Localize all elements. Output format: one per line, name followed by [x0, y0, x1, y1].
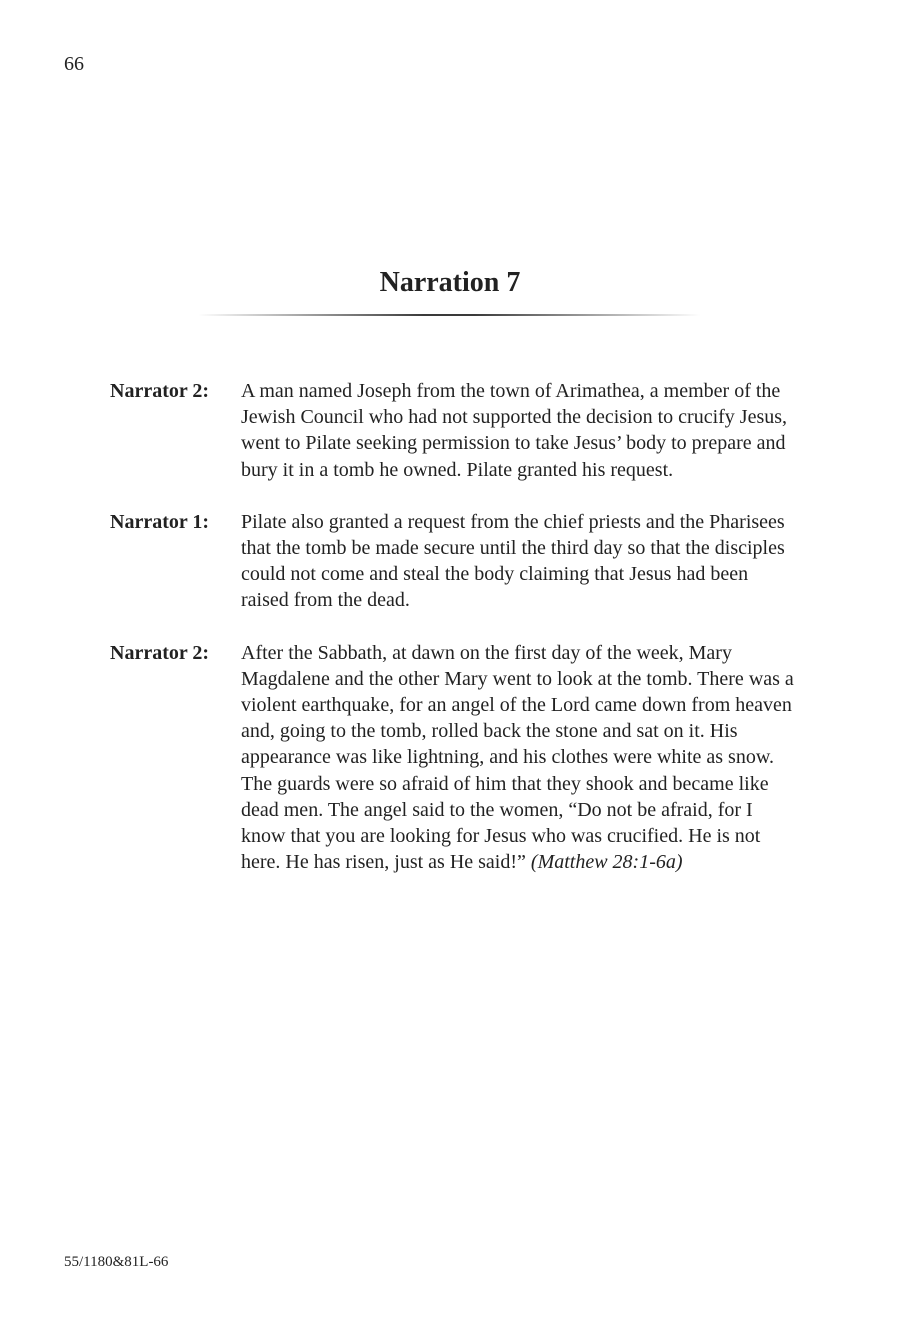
narration-entry: [110, 378, 800, 483]
page-number: 66: [64, 53, 84, 75]
narration-entry: [110, 509, 800, 614]
speech-body: A man named Joseph from the town of Arimathea, a member of the Jewish Council who had not supported the decision to crucify Jesus, went to Pilate seeking permission to take Jesus’ body to prepare and bury it in a tomb he owned. Pilate granted his request.: [241, 380, 788, 481]
speech-body: After the Sabbath, at dawn on the first day of the week, Mary Magdalene and the other Mary went to look at the tomb. There was a violent earthquake, for an angel of the Lord came down from heaven and, going to the tomb, rolled back the stone and sat on it. His appearance was like lightning, and his clothes were white as snow. The guards were so afraid of him that they shook and became like dead men. The angel said to the women, “Do not be afraid, for I know that you are looking for Jesus who was crucified. He is not here. He has risen, just as He said!”: [241, 641, 794, 874]
narration-entries: [110, 378, 800, 901]
speaker-label: Narrator 2:: [110, 380, 210, 402]
speech-text: [241, 509, 800, 614]
narration-entry: [110, 640, 800, 876]
speech-text: [241, 378, 800, 483]
speaker-label: Narrator 1:: [110, 510, 210, 533]
speaker-label: Narrator 2:: [110, 641, 210, 664]
footer-code: 55/1180&81L-66: [64, 1254, 169, 1270]
speech-text: [241, 640, 800, 876]
title-divider: [198, 314, 700, 316]
scripture-citation: (Matthew 28:1-6a): [530, 851, 683, 874]
page-title: Narration 7: [379, 267, 521, 298]
speech-body: Pilate also granted a request from the chief priests and the Pharisees that the tomb be made secure until the third day so that the disciples could not come and steal the body claiming that Jesus had been raised from the dead.: [241, 510, 785, 612]
